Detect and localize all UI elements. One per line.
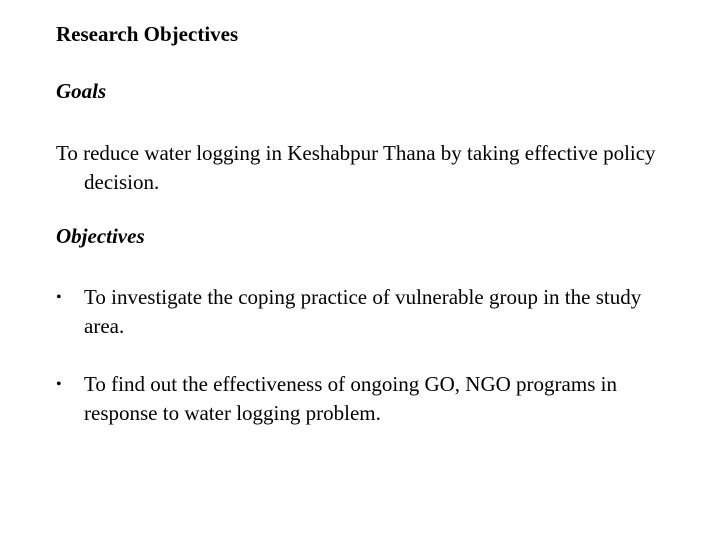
goals-heading: Goals — [56, 79, 107, 103]
objective-text: To find out the effectiveness of ongoing GO, NGO programs in response to water logging problem. — [84, 372, 617, 425]
objective-text: To investigate the coping practice of vulnerable group in the study area. — [84, 285, 642, 338]
list-item — [56, 283, 676, 341]
goal-text: To reduce water logging in Keshabpur Thana by taking effective policy decision. — [56, 141, 656, 194]
objectives-heading: Objectives — [56, 224, 145, 248]
bullet-icon: • — [56, 376, 62, 393]
objectives-list — [56, 283, 676, 457]
list-item — [56, 370, 676, 428]
bullet-icon: • — [56, 289, 62, 306]
page-title: Research Objectives — [56, 22, 239, 46]
